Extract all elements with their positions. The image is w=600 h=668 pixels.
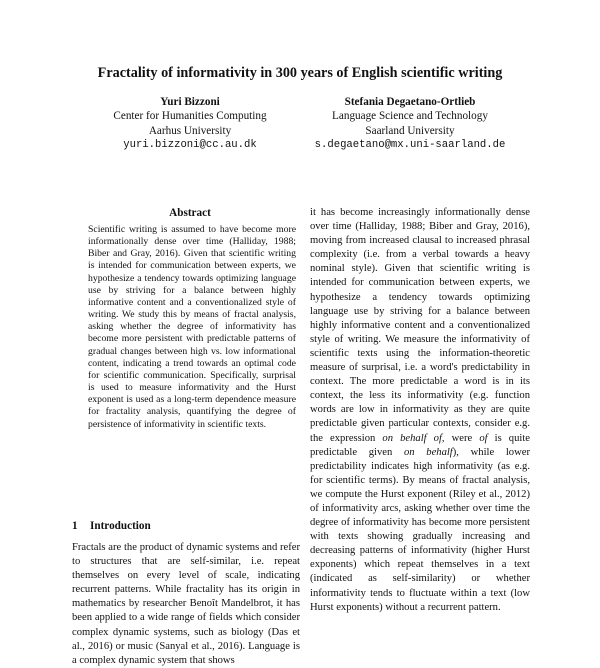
introduction-text: Fractals are the product of dynamic systems and refer to structures that are self-similar, i.e. repeat themselves on every level of scale, indicating recurrent patterns. While fractality has its origin in mathematics by researcher Benoît Mandelbrot, it has been applied to a wide range of fields which consider complex dynamic systems, such as biology (Das et al., 2016) or music (Sanyal et al., 2016). Language is a complex dynamic system that shows xyxy=(72,542,300,666)
author-institution: Saarland University xyxy=(365,124,455,137)
author-affiliation: Language Science and Technology xyxy=(332,110,488,123)
author-block xyxy=(295,95,525,153)
author-name: Yuri Bizzoni xyxy=(160,96,220,108)
text-span: it has become increasingly informationally dense over time (Halliday, 1988; Biber and Gray, 2016), moving from increased clausal to increased phrasal complexity (i.e. from a verbal towards a heavy nominal style). Given that scientific writing is intended for communication between experts, we hypothesize a tendency towards optimizing language use by striving for a balance between highly informative content and a conventionalized style of writing. We measure the informativity of scientific texts using the information-theoretic measure of surprisal, i.e. a word's predictability in context. The more predictable a word is in its context, the less its informativity (e.g. function words are low in informativity as they are quite predictable given particular contexts, consider e.g. the expression xyxy=(310,207,530,444)
abstract-text: Scientific writing is assumed to have become more informationally dense over time (Halliday, 1988; Biber and Gray, 2016). Given that scientific writing is intended for communication between experts, we hypothesize a tendency towards optimizing language use by striving for a balance between highly informative content and a conventionalized style of writing. We study this by means of fractal analysis, asking whether the degree of informativity has become more persistent with predictable patterns of gradual changes between high vs. low informational content, indicating a trend towards an optimal code for scientific communication. Specifically, surprisal is used to measure informativity and the Hurst exponent is used as a long-term dependence measure for fractality analysis, quantifying the degree of persistence of informativity in scientific texts. xyxy=(88,224,296,430)
section-title: Introduction xyxy=(90,520,151,532)
author-name: Stefania Degaetano-Ortlieb xyxy=(344,96,476,108)
abstract-heading: Abstract xyxy=(169,207,211,219)
author-block xyxy=(95,95,285,153)
author-email: yuri.bizzoni@cc.au.dk xyxy=(123,139,257,152)
text-span: , were xyxy=(441,432,480,444)
italic-expression: on behalf of xyxy=(382,432,442,444)
italic-expression: on behalf xyxy=(403,446,453,458)
paper-title: Fractality of informativity in 300 years of English scientific writing xyxy=(97,65,503,81)
author-institution: Aarhus University xyxy=(148,124,232,137)
section-heading-introduction xyxy=(72,520,151,532)
right-column-paragraph xyxy=(310,206,530,615)
text-span: is quite predictable given xyxy=(310,432,530,458)
text-span: ), while lower predictability indicates high informativity (as e.g. for scientific terms). By means of fractal analysis, we compute the Hurst exponent (Riley et al., 2012) of informativity arcs, asking whether over time the degree of informativity has become more persistent with texts showing gradually increasing and decreasing patterns of informativity (higher Hurst exponents) which repeat themselves in a text (indicated as self-similarity) or whether informativity tends to fluctuate within a text (low Hurst exponents) without a recurrent pattern. xyxy=(310,446,530,613)
author-email: s.degaetano@mx.uni-saarland.de xyxy=(314,139,506,152)
author-affiliation: Center for Humanities Computing xyxy=(113,110,267,123)
section-number: 1 xyxy=(72,520,78,532)
italic-expression: of xyxy=(479,432,488,444)
right-column-text xyxy=(310,206,530,615)
